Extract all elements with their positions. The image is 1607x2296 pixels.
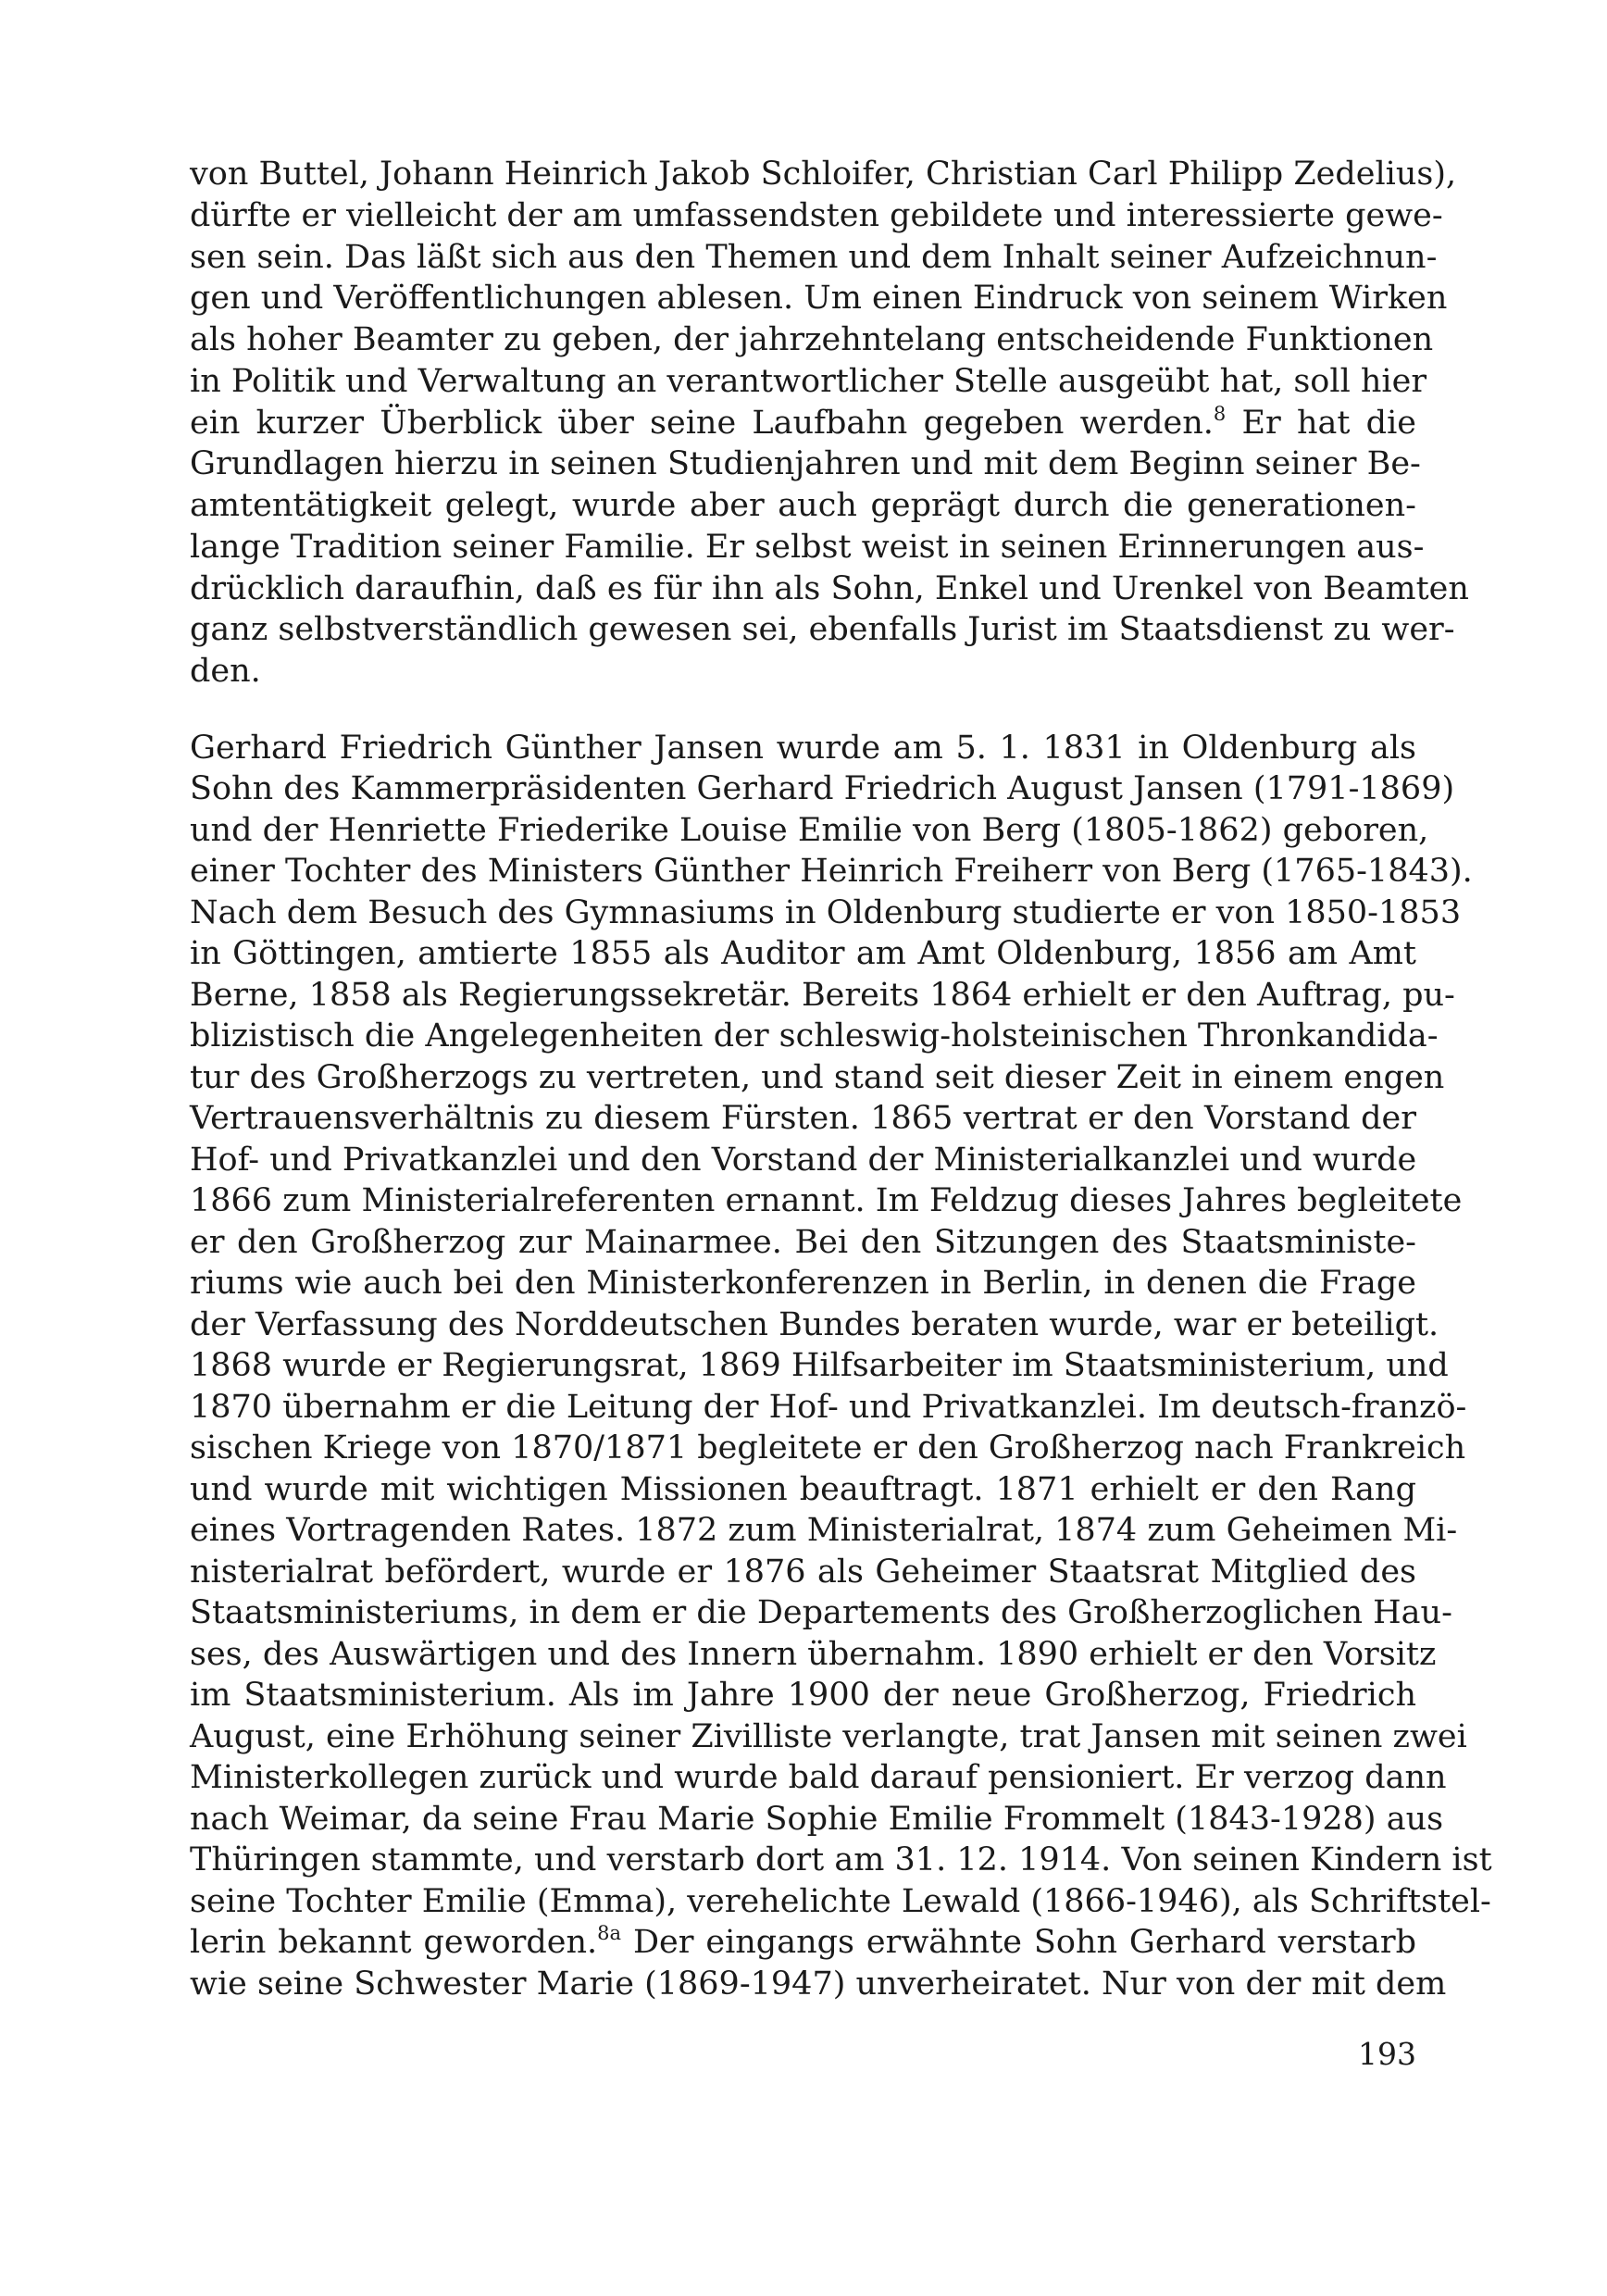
text-line: eines Vortragenden Rates. 1872 zum Ministerialrat, 1874 zum Geheimen Mi- [190,1512,1458,1549]
text-line: Thüringen stammte, und verstarb dort am 31. 12. 1914. Von seinen Kindern ist [190,1841,1492,1878]
text-line: von Buttel, Johann Heinrich Jakob Schloifer, Christian Carl Philipp Zedelius), [190,156,1457,193]
text-line: amtentätigkeit gelegt, wurde aber auch geprägt durch die generationen- [190,487,1416,524]
text-segment: lerin bekannt geworden. [190,1924,598,1961]
text-line: in Göttingen, amtierte 1855 als Auditor am Amt Oldenburg, 1856 am Amt [190,935,1416,972]
text-line: er den Großherzog zur Mainarmee. Bei den Sitzungen des Staatsministe- [190,1224,1416,1261]
text-line: Gerhard Friedrich Günther Jansen wurde am 5. 1. 1831 in Oldenburg als [190,730,1416,767]
text-line: nach Weimar, da seine Frau Marie Sophie Emilie Frommelt (1843-1928) aus [190,1801,1444,1838]
text-line: einer Tochter des Ministers Günther Heinrich Freiherr von Berg (1765-1843). [190,853,1473,890]
text-line: Vertrauensverhältnis zu diesem Fürsten. 1865 vertrat er den Vorstand der [190,1100,1416,1137]
text-line: und wurde mit wichtigen Missionen beauftragt. 1871 erhielt er den Rang [190,1471,1416,1508]
text-line: der Verfassung des Norddeutschen Bundes beraten wurde, war er beteiligt. [190,1306,1439,1343]
text-line [190,402,1416,444]
page-number: 193 [1358,2036,1416,2072]
footnote-marker: 8a [597,1922,622,1944]
text-line: August, eine Erhöhung seiner Zivilliste verlangte, trat Jansen mit seinen zwei [190,1718,1467,1755]
text-line: Hof- und Privatkanzlei und den Vorstand der Ministerialkanzlei und wurde [190,1142,1417,1179]
text-line: sen sein. Das läßt sich aus den Themen und dem Inhalt seiner Aufzeichnun- [190,239,1438,276]
text-line: riums wie auch bei den Ministerkonferenzen in Berlin, in denen die Frage [190,1265,1416,1302]
text-line: Staatsministeriums, in dem er die Departements des Großherzoglichen Hau- [190,1594,1452,1631]
text-line: Nach dem Besuch des Gymnasiums in Oldenburg studierte er von 1850-1853 [190,894,1462,931]
text-line: den. [190,653,261,690]
text-line: gen und Veröffentlichungen ablesen. Um einen Eindruck von seinem Wirken [190,280,1448,317]
text-line: Ministerkollegen zurück und wurde bald darauf pensioniert. Er verzog dann [190,1759,1447,1796]
footnote-marker: 8 [1213,403,1227,425]
text-line: 1866 zum Ministerialreferenten ernannt. Im Feldzug dieses Jahres begleitete [190,1182,1463,1219]
text-line: Grundlagen hierzu in seinen Studienjahren und mit dem Beginn seiner Be- [190,445,1421,482]
text-line: 1868 wurde er Regierungsrat, 1869 Hilfsarbeiter im Staatsministerium, und [190,1347,1449,1384]
text-line: 1870 übernahm er die Leitung der Hof- und Privatkanzlei. Im deutsch-franzö- [190,1389,1467,1426]
text-line: sischen Kriege von 1870/1871 begleitete er den Großherzog nach Frankreich [190,1429,1466,1466]
text-line: in Politik und Verwaltung an verantwortlicher Stelle ausgeübt hat, soll hier [190,363,1427,400]
text-line: und der Henriette Friederike Louise Emilie von Berg (1805-1862) geboren, [190,812,1429,849]
text-line: drücklich daraufhin, daß es für ihn als Sohn, Enkel und Urenkel von Beamten [190,570,1469,607]
text-segment: Er hat die [1226,405,1416,442]
text-line: Sohn des Kammerpräsidenten Gerhard Friedrich August Jansen (1791-1869) [190,770,1455,807]
text-line: lange Tradition seiner Familie. Er selbst weist in seinen Erinnerungen aus- [190,529,1425,566]
text-line: ses, des Auswärtigen und des Innern übernahm. 1890 erhielt er den Vorsitz [190,1636,1437,1673]
text-line: Berne, 1858 als Regierungssekretär. Bereits 1864 erhielt er den Auftrag, pu- [190,977,1455,1014]
text-line: blizistisch die Angelegenheiten der schleswig-holsteinischen Thronkandida- [190,1017,1439,1054]
text-segment: ein kurzer Überblick über seine Laufbahn gegeben werden. [190,405,1214,442]
text-line: dürfte er vielleicht der am umfassendsten gebildete und interessierte gewe- [190,197,1443,234]
text-line: nisterialrat befördert, wurde er 1876 als Geheimer Staatsrat Mitglied des [190,1554,1416,1591]
text-line: seine Tochter Emilie (Emma), verehelichte Lewald (1866-1946), als Schriftstel- [190,1883,1491,1920]
text-segment: Der eingangs erwähnte Sohn Gerhard verstarb [621,1924,1416,1961]
text-line: ganz selbstverständlich gewesen sei, ebenfalls Jurist im Staatsdienst zu wer- [190,611,1455,648]
text-line: wie seine Schwester Marie (1869-1947) unverheiratet. Nur von der mit dem [190,1965,1447,2003]
text-line [190,1921,1416,1964]
text-line: tur des Großherzogs zu vertreten, und stand seit dieser Zeit in einem engen [190,1059,1445,1096]
text-line: im Staatsministerium. Als im Jahre 1900 der neue Großherzog, Friedrich [190,1677,1416,1714]
text-line: als hoher Beamter zu geben, der jahrzehntelang entscheidende Funktionen [190,321,1434,358]
